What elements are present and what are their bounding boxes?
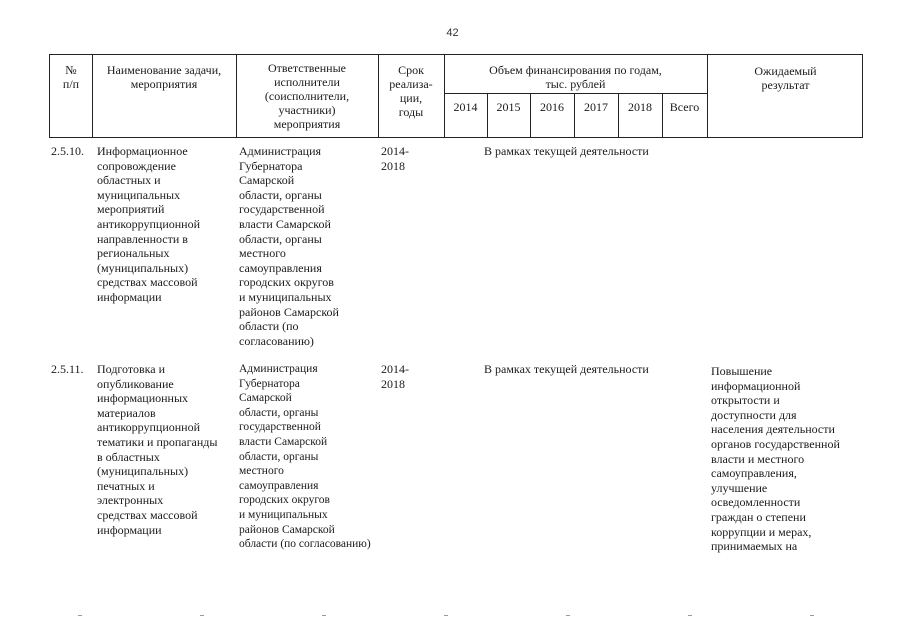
funding-divider [444, 93, 707, 94]
header-term: Срок реализа- ции, годы [389, 63, 433, 119]
row-funding: В рамках текущей деятельности [484, 144, 649, 158]
row-responsible: Администрация Губернатора Самарской области, органы государственной власти Самарской области, органы местного самоуправления городских округов и муниципальных районов Самарской области (по согласованию) [239, 363, 371, 551]
row-term: 2014- 2018 [381, 362, 409, 391]
row-number: 2.5.11. [51, 362, 84, 376]
header-funding: Объем финансирования по годам, тыс. рублей [489, 63, 662, 91]
page-number: 42 [446, 27, 459, 39]
header-total: Всего [669, 100, 700, 114]
header-responsible: Ответственные исполнители (соисполнители, участники) мероприятия [264, 61, 350, 131]
row-result: Повышение информационной открытости и доступности для населения деятельности органов государственной власти и местного самоуправления, улучшение осведомленности граждан о степени коррупции и мерах, принимаемых на [711, 364, 840, 554]
header-year: 2018 [628, 100, 652, 114]
row-task: Подготовка и опубликование информационных материалов антикоррупционной тематики и пропаганды в областных (муниципальных) печатных и электронных средствах массовой информации [97, 362, 218, 537]
header-task: Наименование задачи, мероприятия [106, 63, 222, 91]
header-result: Ожидаемый результат [754, 64, 817, 92]
row-responsible: Администрация Губернатора Самарской области, органы государственной власти Самарской области, органы местного самоуправления городских округов и муниципальных районов Самарской области (по согласованию) [239, 144, 339, 348]
row-task: Информационное сопровождение областных и муниципальных мероприятий антикоррупционной направленности в региональных (муниципальных) средствах массовой информации [97, 144, 201, 304]
table-header [49, 54, 863, 138]
row-number: 2.5.10. [51, 144, 84, 158]
row-term: 2014- 2018 [381, 144, 409, 173]
header-year: 2017 [584, 100, 608, 114]
scan-artifact-dashes [40, 615, 860, 625]
header-number: № п/п [62, 63, 80, 91]
row-funding: В рамках текущей деятельности [484, 362, 649, 376]
header-year: 2014 [453, 100, 478, 114]
header-year: 2016 [540, 100, 564, 114]
header-year: 2015 [496, 100, 521, 114]
